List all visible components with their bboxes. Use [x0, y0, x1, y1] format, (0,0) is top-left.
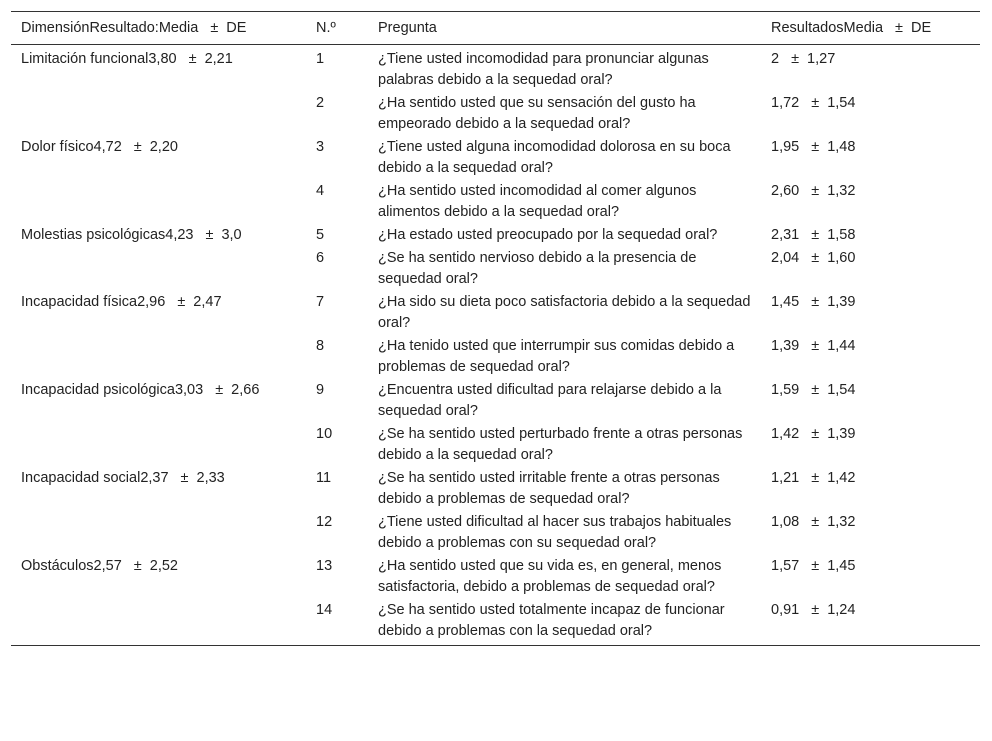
dimension-mean: 4,23: [165, 227, 194, 243]
result-mean: 2,04: [771, 250, 800, 266]
question-number: 1: [316, 51, 325, 67]
question-number: 5: [316, 227, 325, 243]
question-text: ¿Tiene usted dificultad al hacer sus trabajos habituales debido a problemas con su sequedad oral?: [378, 514, 732, 551]
table-row: [11, 92, 980, 136]
question-result: [761, 511, 980, 555]
result-mean: 1,45: [771, 294, 800, 310]
result-sd: 1,60: [827, 250, 856, 266]
dimension-pm: ±: [180, 470, 189, 486]
dimension-cell: [11, 379, 306, 423]
question-result: [761, 599, 980, 646]
results-table: [11, 11, 980, 646]
result-sd: 1,42: [827, 470, 856, 486]
table-row: [11, 291, 980, 335]
dimension-cell: [11, 291, 306, 335]
result-sd: 1,32: [827, 514, 856, 530]
result-sd: 1,54: [827, 95, 856, 111]
table-row: [11, 247, 980, 291]
question-text: ¿Ha sentido usted que su vida es, en general, menos satisfactoria, debido a problemas de sequedad oral?: [378, 558, 722, 595]
result-sd: 1,45: [827, 558, 856, 574]
question-number: 2: [316, 95, 325, 111]
question-text: ¿Se ha sentido usted irritable frente a otras personas debido a problemas de sequedad oral?: [378, 470, 720, 507]
question-text: ¿Ha sentido usted incomodidad al comer algunos alimentos debido a la sequedad oral?: [378, 183, 697, 220]
table-row: [11, 335, 980, 379]
dimension-sd: 2,52: [149, 558, 178, 574]
dimension-pm: ±: [177, 294, 186, 310]
result-pm: ±: [811, 382, 820, 398]
question-text: ¿Ha estado usted preocupado por la sequedad oral?: [378, 227, 718, 243]
dimension-sd: 3,0: [221, 227, 242, 243]
table-row: [11, 45, 980, 93]
dimension-sd: 2,21: [204, 51, 233, 67]
header-results-pm: ±: [895, 20, 904, 36]
dimension-mean: 4,72: [93, 139, 122, 155]
question-number: 3: [316, 139, 325, 155]
table-row: [11, 423, 980, 467]
result-mean: 1,39: [771, 338, 800, 354]
header-results-label: Resultados: [771, 20, 844, 36]
result-sd: 1,39: [827, 426, 856, 442]
table-row: [11, 555, 980, 599]
result-pm: ±: [811, 95, 820, 111]
dimension-mean: 2,37: [140, 470, 169, 486]
dimension-sd: 2,20: [149, 139, 178, 155]
dimension-name: Incapacidad física: [21, 294, 138, 310]
dimension-cell: [11, 599, 306, 646]
table-row: [11, 136, 980, 180]
result-sd: 1,32: [827, 183, 856, 199]
question-text: ¿Encuentra usted dificultad para relajarse debido a la sequedad oral?: [378, 382, 722, 419]
question-number: 8: [316, 338, 325, 354]
header-question: Pregunta: [378, 20, 437, 36]
result-mean: 1,57: [771, 558, 800, 574]
dimension-cell: [11, 45, 306, 93]
question-result: [761, 136, 980, 180]
question-text: ¿Tiene usted incomodidad para pronunciar algunas palabras debido a la sequedad oral?: [378, 51, 709, 88]
result-pm: ±: [811, 227, 820, 243]
result-pm: ±: [811, 294, 820, 310]
result-pm: ±: [811, 426, 820, 442]
question-result: [761, 467, 980, 511]
table-row: [11, 379, 980, 423]
result-sd: 1,48: [827, 139, 856, 155]
header-mean-label: Media: [843, 20, 884, 36]
dimension-name: Incapacidad psicológica: [21, 382, 175, 398]
question-number: 7: [316, 294, 325, 310]
dimension-sd: 2,66: [231, 382, 260, 398]
question-result: [761, 291, 980, 335]
dimension-pm: ±: [133, 139, 142, 155]
question-number: 11: [316, 470, 332, 486]
dimension-name: Dolor físico: [21, 139, 94, 155]
question-text: ¿Tiene usted alguna incomodidad dolorosa en su boca debido a la sequedad oral?: [378, 139, 731, 176]
header-number: N.º: [316, 20, 336, 36]
result-mean: 1,72: [771, 95, 800, 111]
result-pm: ±: [811, 183, 820, 199]
dimension-name: Molestias psicológicas: [21, 227, 166, 243]
question-number: 6: [316, 250, 325, 266]
header-results: [761, 12, 980, 45]
dimension-mean: 2,57: [93, 558, 122, 574]
question-result: [761, 335, 980, 379]
result-pm: ±: [811, 250, 820, 266]
dimension-cell: [11, 467, 306, 511]
dimension-sd: 2,33: [196, 470, 225, 486]
result-mean: 0,91: [771, 602, 800, 618]
dimension-cell: [11, 335, 306, 379]
table-row: [11, 224, 980, 247]
dimension-pm: ±: [188, 51, 197, 67]
result-pm: ±: [811, 514, 820, 530]
question-text: ¿Ha sido su dieta poco satisfactoria debido a la sequedad oral?: [378, 294, 751, 331]
dimension-name: Obstáculos: [21, 558, 94, 574]
dimension-cell: [11, 224, 306, 247]
table-row: [11, 180, 980, 224]
question-result: [761, 379, 980, 423]
dimension-cell: [11, 423, 306, 467]
dimension-mean: 3,80: [148, 51, 177, 67]
question-number: 13: [316, 558, 333, 574]
question-number: 9: [316, 382, 325, 398]
question-result: [761, 423, 980, 467]
dimension-cell: [11, 247, 306, 291]
dimension-name: Limitación funcional: [21, 51, 149, 67]
dimension-mean: 2,96: [137, 294, 166, 310]
result-mean: 2,60: [771, 183, 800, 199]
question-result: [761, 180, 980, 224]
question-number: 4: [316, 183, 325, 199]
table-row: [11, 467, 980, 511]
dimension-cell: [11, 92, 306, 136]
result-mean: 1,59: [771, 382, 800, 398]
question-text: ¿Ha sentido usted que su sensación del gusto ha empeorado debido a la sequedad oral?: [378, 95, 696, 132]
result-pm: ±: [811, 139, 820, 155]
result-sd: 1,24: [827, 602, 856, 618]
dimension-pm: ±: [133, 558, 142, 574]
result-mean: 2,31: [771, 227, 800, 243]
question-result: [761, 45, 980, 93]
result-mean: 1,21: [771, 470, 800, 486]
header-dimension-label: Dimensión: [21, 20, 90, 36]
header-dimension: [11, 12, 306, 45]
result-mean: 1,42: [771, 426, 800, 442]
result-pm: ±: [811, 338, 820, 354]
table-header-row: [11, 12, 980, 45]
question-result: [761, 224, 980, 247]
header-result-label: Resultado:Media: [89, 20, 199, 36]
dimension-pm: ±: [205, 227, 214, 243]
question-number: 12: [316, 514, 333, 530]
result-sd: 1,27: [807, 51, 836, 67]
dimension-cell: [11, 511, 306, 555]
table-row: [11, 599, 980, 646]
table-row: [11, 511, 980, 555]
question-result: [761, 247, 980, 291]
result-pm: ±: [791, 51, 800, 67]
question-text: ¿Se ha sentido usted perturbado frente a otras personas debido a la sequedad oral?: [378, 426, 743, 463]
question-number: 10: [316, 426, 333, 442]
question-text: ¿Se ha sentido usted totalmente incapaz de funcionar debido a problemas con la sequedad oral?: [378, 602, 725, 639]
dimension-cell: [11, 180, 306, 224]
question-number: 14: [316, 602, 333, 618]
result-pm: ±: [811, 558, 820, 574]
result-sd: 1,44: [827, 338, 856, 354]
dimension-sd: 2,47: [193, 294, 222, 310]
header-results-de: DE: [911, 20, 932, 36]
result-sd: 1,58: [827, 227, 856, 243]
question-result: [761, 92, 980, 136]
question-text: ¿Se ha sentido nervioso debido a la presencia de sequedad oral?: [378, 250, 697, 287]
header-pm: ±: [210, 20, 219, 36]
result-mean: 1,95: [771, 139, 800, 155]
result-sd: 1,54: [827, 382, 856, 398]
result-pm: ±: [811, 602, 820, 618]
question-text: ¿Ha tenido usted que interrumpir sus comidas debido a problemas de sequedad oral?: [378, 338, 735, 375]
result-mean: 1,08: [771, 514, 800, 530]
result-pm: ±: [811, 470, 820, 486]
dimension-cell: [11, 555, 306, 599]
dimension-cell: [11, 136, 306, 180]
result-mean: 2: [771, 51, 780, 67]
question-result: [761, 555, 980, 599]
result-sd: 1,39: [827, 294, 856, 310]
dimension-mean: 3,03: [174, 382, 204, 398]
header-de: DE: [226, 20, 247, 36]
dimension-pm: ±: [215, 382, 224, 398]
dimension-name: Incapacidad social: [21, 470, 141, 486]
